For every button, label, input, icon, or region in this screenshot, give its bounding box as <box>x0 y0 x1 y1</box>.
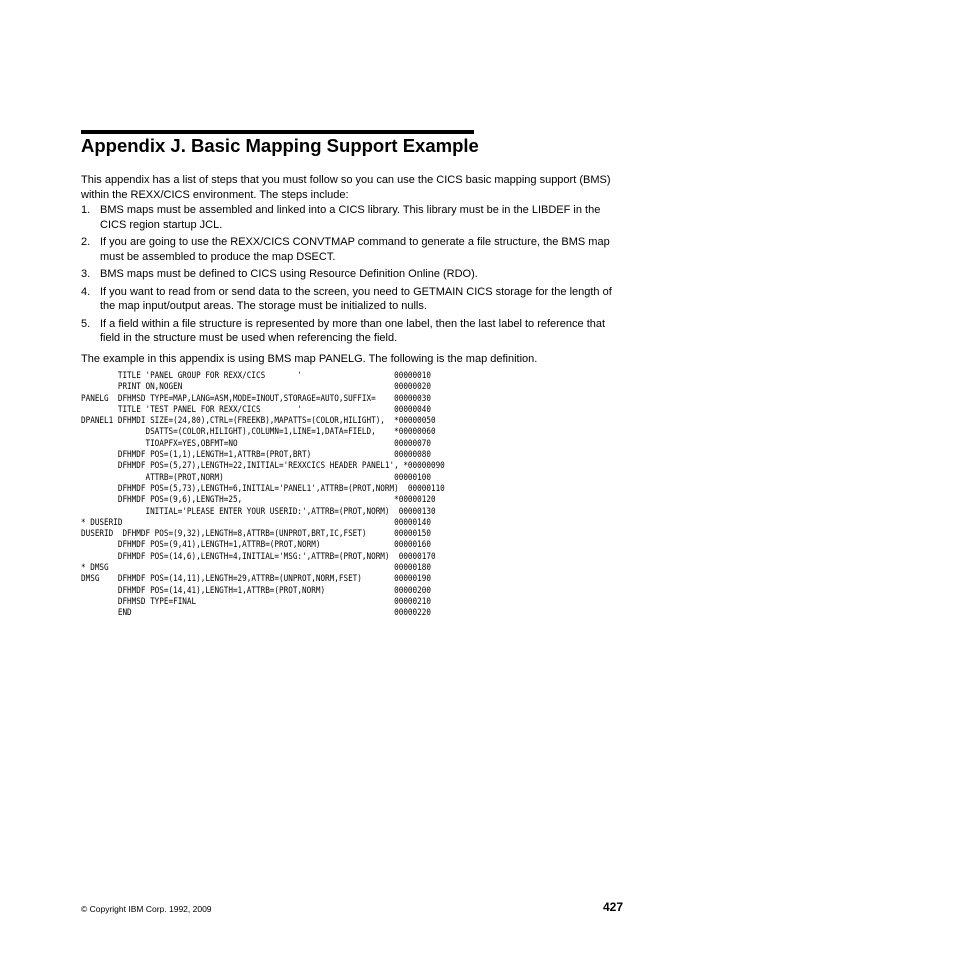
step-text: BMS maps must be defined to CICS using Resource Definition Online (RDO). <box>100 268 478 280</box>
steps-list <box>81 203 613 349</box>
page-title: Appendix J. Basic Mapping Support Example <box>81 135 479 156</box>
step-number: 2. <box>81 236 91 248</box>
step-text: BMS maps must be assembled and linked into a CICS library. This library must be in the LIBDEF in the CICS region startup JCL. <box>100 204 601 231</box>
list-item <box>81 267 613 282</box>
step-number: 5. <box>81 317 91 330</box>
intro-paragraph: This appendix has a list of steps that you must follow so you can use the CICS basic mapping support (BMS) within the REXX/CICS environment. The steps include: <box>81 174 611 201</box>
page-number: 427 <box>603 900 624 914</box>
list-item <box>81 235 613 264</box>
step-text: If you are going to use the REXX/CICS CONVTMAP command to generate a file structure, the BMS map must be assembled to produce the map DSECT. <box>100 236 610 263</box>
list-item <box>81 317 613 346</box>
step-text: If you want to read from or send data to the screen, you need to GETMAIN CICS storage for the length of the map input/output areas. The storage must be initialized to nulls. <box>100 285 612 312</box>
step-number: 1. <box>81 204 91 216</box>
list-item <box>81 285 613 314</box>
code-listing: TITLE 'PANEL GROUP FOR REXX/CICS ' 00000010 PRINT ON,NOGEN 00000020 PANELG DFHMSD TYPE=MAP,LANG=ASM,MODE=INOUT,STORAGE=AUTO,SUFFIX= 00000030 TITLE 'TEST PANEL FOR REXX/CICS ' 00000040 DPANEL1 DFHMDI SIZE=(24,80),CTRL=(FREEKB),MAPATTS=(COLOR,HILIGHT), *00000050 DSATTS=(COLOR,HILIGHT),COLUMN=1,LINE=1,DATA=FIELD, *00000060 TIOAPFX=YES,OBFMT=NO 00000070 DFHMDF POS=(1,1),LENGTH=1,ATTRB=(PROT,BRT) 00000080 DFHMDF POS=(5,27),LENGTH=22,INITIAL='REXXCICS HEADER PANEL1', *00000090 ATTRB=(PROT,NORM) 00000100 DFHMDF POS=(5,73),LENGTH=6,INITIAL='PANEL1',ATTRB=(PROT,NORM) 00000110 DFHMDF POS=(9,6),LENGTH=25, *00000120 INITIAL='PLEASE ENTER YOUR USERID:',ATTRB=(PROT,NORM) 00000130 * DUSERID 00000140 DUSERID DFHMDF POS=(9,32),LENGTH=8,ATTRB=(UNPROT,BRT,IC,FSET) 00000150 DFHMDF POS=(9,41),LENGTH=1,ATTRB=(PROT,NORM) 00000160 DFHMDF POS=(14,6),LENGTH=4,INITIAL='MSG:',ATTRB=(PROT,NORM) 00000170 * DMSG 00000180 DMSG DFHMDF POS=(14,11),LENGTH=29,ATTRB=(UNPROT,NORM,FSET) 00000190 DFHMDF POS=(14,41),LENGTH=1,ATTRB=(PROT,NORM) 00000200 DFHMSD TYPE=FINAL 00000210 END 00000220 <box>81 371 445 619</box>
copyright-notice: © Copyright IBM Corp. 1992, 2009 <box>81 904 212 914</box>
example-intro-paragraph: The example in this appendix is using BMS map PANELG. The following is the map definition. <box>81 353 538 365</box>
step-text: If a field within a file structure is represented by more than one label, then the last label to reference that field in the structure must be used when referencing the field. <box>100 317 606 344</box>
list-item <box>81 203 613 232</box>
step-number: 3. <box>81 268 91 280</box>
step-number: 4. <box>81 285 91 298</box>
title-rule <box>81 130 474 134</box>
